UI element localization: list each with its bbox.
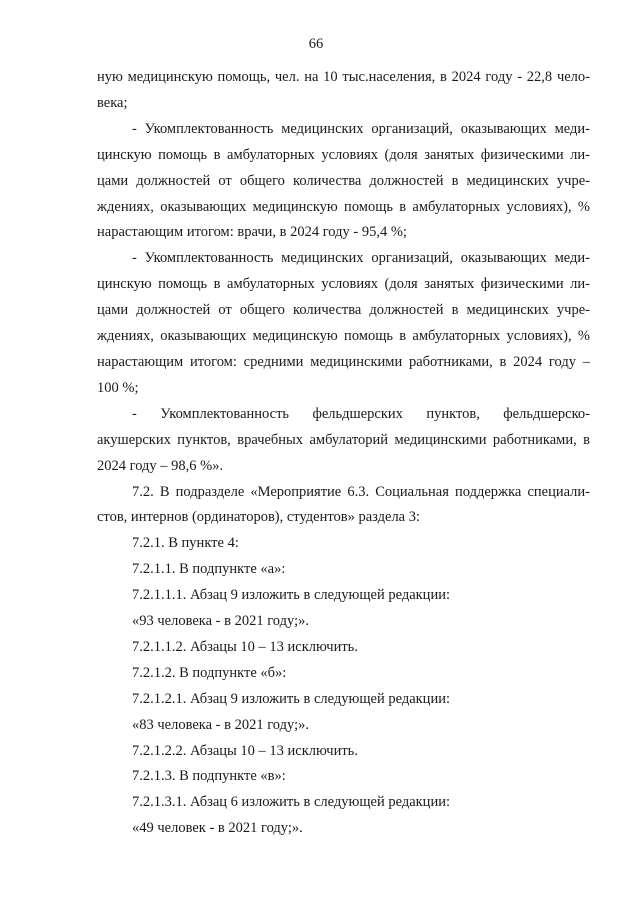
paragraph [97, 635, 590, 661]
text-line: 7.2.1.3. В подпункте «в»: [132, 768, 286, 785]
text-line: стов, интернов (ординаторов), студентов» раздела 3: [97, 509, 421, 526]
text-line: - Укомплектованность медицинских организаций, оказывающих меди- [132, 120, 590, 137]
text-line: 7.2. В подразделе «Мероприятие 6.3. Социальная поддержка специали- [132, 483, 590, 500]
paragraph [97, 661, 590, 687]
text-line: века; [97, 94, 128, 111]
text-line: 7.2.1.2.1. Абзац 9 изложить в следующей редакции: [132, 690, 450, 707]
text-line: 7.2.1.1. В подпункте «а»: [132, 561, 286, 578]
text-line: нарастающим итогом: средними медицинскими работниками, в 2024 году – [97, 353, 590, 370]
text-line: 7.2.1.1.2. Абзацы 10 – 13 исключить. [132, 638, 358, 655]
text-line: нарастающим итогом: врачи, в 2024 году - 95,4 %; [97, 224, 407, 241]
text-line: 7.2.1.2. В подпункте «б»: [132, 664, 287, 681]
paragraph [97, 739, 590, 765]
text-line: 7.2.1. В пункте 4: [132, 535, 239, 552]
paragraph [97, 246, 590, 401]
text-line: цами должностей от общего количества должностей в медицинских учре- [97, 172, 590, 189]
text-line: 7.2.1.1.1. Абзац 9 изложить в следующей редакции: [132, 587, 450, 604]
paragraph [97, 583, 590, 609]
paragraph [97, 609, 590, 635]
text-line: «83 человека - в 2021 году;». [132, 716, 309, 733]
text-line: «93 человека - в 2021 году;». [132, 613, 309, 630]
paragraph [97, 117, 590, 247]
text-line: ждениях, оказывающих медицинскую помощь в амбулаторных условиях), % [97, 328, 590, 345]
text-line: «49 человек - в 2021 году;». [132, 820, 303, 837]
paragraph [97, 402, 590, 480]
paragraph [97, 557, 590, 583]
text-line: - Укомплектованность медицинских организаций, оказывающих меди- [132, 250, 590, 267]
paragraph [97, 480, 590, 532]
paragraph [97, 531, 590, 557]
text-line: 7.2.1.3.1. Абзац 6 изложить в следующей редакции: [132, 794, 450, 811]
text-line: акушерских пунктов, врачебных амбулаторий медицинскими работниками, в [97, 431, 590, 448]
paragraph [97, 816, 590, 842]
text-line: цинскую помощь в амбулаторных условиях (доля занятых физическими ли- [97, 146, 590, 163]
text-line: цинскую помощь в амбулаторных условиях (доля занятых физическими ли- [97, 276, 590, 293]
text-line: ждениях, оказывающих медицинскую помощь в амбулаторных условиях), % [97, 198, 590, 215]
paragraph [97, 764, 590, 790]
paragraph [97, 713, 590, 739]
text-line: 2024 году – 98,6 %». [97, 457, 224, 474]
text-line: - Укомплектованность фельдшерских пунктов, фельдшерско- [132, 405, 590, 422]
text-line: цами должностей от общего количества должностей в медицинских учре- [97, 302, 590, 319]
text-line: 100 %; [97, 379, 139, 396]
paragraph [97, 687, 590, 713]
paragraph [97, 65, 590, 117]
text-line: ную медицинскую помощь, чел. на 10 тыс.населения, в 2024 году - 22,8 чело- [97, 69, 590, 85]
paragraph [97, 790, 590, 816]
document-body [97, 65, 590, 842]
page-number: 66 [308, 36, 324, 52]
text-line: 7.2.1.2.2. Абзацы 10 – 13 исключить. [132, 742, 358, 759]
